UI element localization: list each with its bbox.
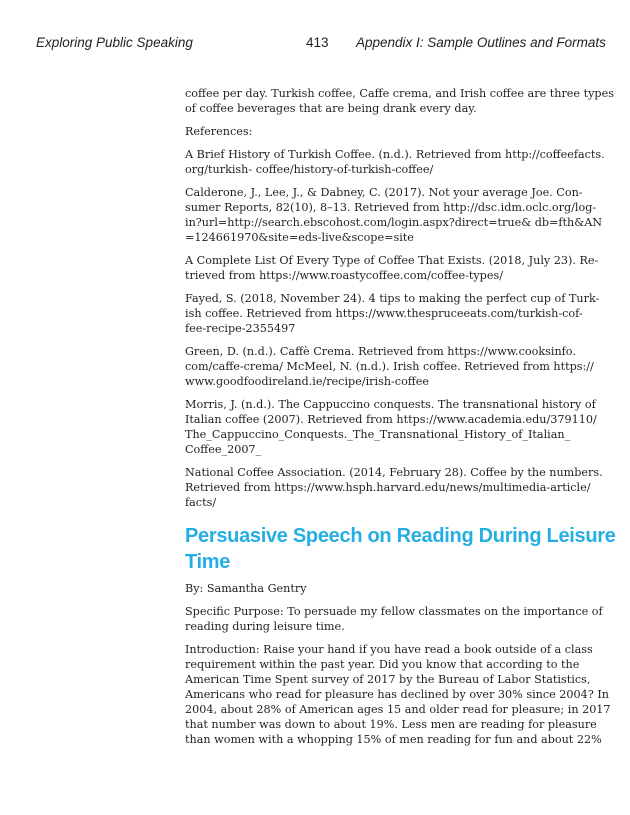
text-line: trieved from https://www.roastycoffee.com/coffee-types/	[185, 269, 503, 282]
text-line: American Time Spent survey of 2017 by the Bureau of Labor Statistics,	[185, 673, 591, 686]
text-line: 2004, about 28% of American ages 15 and older read for pleasure; in 2017	[185, 703, 611, 716]
text-line: The_Cappuccino_Conquests._The_Transnational_History_of_Italian_	[185, 428, 571, 441]
text-line: org/turkish- coffee/history-of-turkish-coffee/	[185, 163, 434, 176]
text-line: www.goodfoodireland.ie/recipe/irish-coffee	[185, 375, 429, 388]
reference-entry	[185, 465, 603, 510]
chapter-title: Appendix I: Sample Outlines and Formats	[356, 35, 606, 50]
reference-entry	[185, 253, 599, 283]
text-line: Morris, J. (n.d.). The Cappuccino conquests. The transnational history of	[185, 398, 596, 411]
reference-entry	[185, 185, 603, 245]
text-line: that number was down to about 19%. Less men are reading for pleasure	[185, 718, 597, 731]
page-header	[0, 35, 630, 55]
paragraph	[185, 604, 603, 634]
text-line: National Coffee Association. (2014, February 28). Coffee by the numbers.	[185, 466, 603, 479]
text-line: A Complete List Of Every Type of Coffee That Exists. (2018, July 23). Re-	[185, 254, 599, 267]
page-number: 413	[306, 35, 329, 50]
text-line: Specific Purpose: To persuade my fellow classmates on the importance of	[185, 605, 603, 618]
text-line: By: Samantha Gentry	[185, 582, 307, 595]
section-heading	[185, 523, 616, 575]
text-line: in?url=http://search.ebscohost.com/login.aspx?direct=true& db=fth&AN	[185, 216, 603, 229]
text-line: References:	[185, 125, 253, 138]
page-body	[185, 86, 616, 755]
text-line: Calderone, J., Lee, J., & Dabney, C. (2017). Not your average Joe. Con-	[185, 186, 583, 199]
text-line: fee-recipe-2355497	[185, 322, 296, 335]
text-line: Introduction: Raise your hand if you have read a book outside of a class	[185, 643, 593, 656]
paragraph	[185, 86, 614, 116]
reference-entry	[185, 344, 594, 389]
text-line: Persuasive Speech on Reading During Leisure	[185, 525, 616, 547]
reference-entry	[185, 397, 597, 457]
paragraph	[185, 124, 590, 139]
text-line: than women with a whopping 15% of men reading for fun and about 22%	[185, 733, 602, 746]
text-line: requirement within the past year. Did you know that according to the	[185, 658, 580, 671]
text-line: Time	[185, 551, 231, 573]
text-line: Retrieved from https://www.hsph.harvard.edu/news/multimedia-article/	[185, 481, 591, 494]
text-line: facts/	[185, 496, 217, 509]
paragraph	[185, 642, 611, 747]
text-line: Americans who read for pleasure has declined by over 30% since 2004? In	[185, 688, 609, 701]
text-line: reading during leisure time.	[185, 620, 345, 633]
text-line: Green, D. (n.d.). Caffè Crema. Retrieved from https://www.cooksinfo.	[185, 345, 576, 358]
text-line: coffee per day. Turkish coffee, Caffe crema, and Irish coffee are three types	[185, 87, 614, 100]
text-line: of coffee beverages that are being drank every day.	[185, 102, 477, 115]
reference-entry	[185, 147, 605, 177]
text-line: sumer Reports, 82(10), 8–13. Retrieved from http://dsc.idm.oclc.org/log-	[185, 201, 597, 214]
text-line: Italian coffee (2007). Retrieved from https://www.academia.edu/379110/	[185, 413, 597, 426]
text-line: ish coffee. Retrieved from https://www.thespruceeats.com/turkish-cof-	[185, 307, 583, 320]
text-line: A Brief History of Turkish Coffee. (n.d.). Retrieved from http://coffeefacts.	[185, 148, 605, 161]
text-line: =124661970&site=eds-live&scope=site	[185, 231, 414, 244]
paragraph	[185, 581, 590, 596]
text-line: com/caffe-crema/ McMeel, N. (n.d.). Irish coffee. Retrieved from https://	[185, 360, 594, 373]
book-title: Exploring Public Speaking	[36, 35, 193, 50]
text-line: Coffee_2007_	[185, 443, 262, 456]
reference-entry	[185, 291, 600, 336]
text-line: Fayed, S. (2018, November 24). 4 tips to making the perfect cup of Turk-	[185, 292, 600, 305]
